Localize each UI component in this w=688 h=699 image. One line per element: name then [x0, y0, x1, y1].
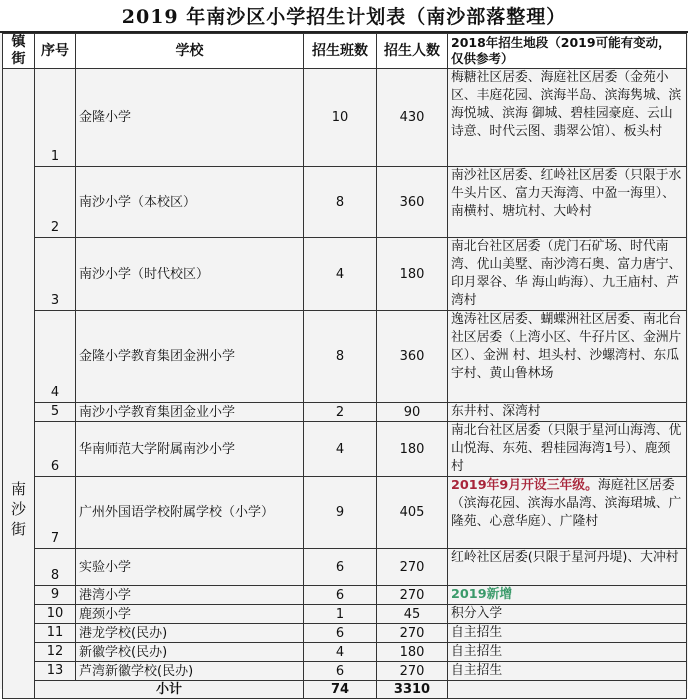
- enrollment-range: 梅糖社区居委、海庭社区居委（金苑小区、丰庭花园、滨海半岛、滨海隽城、滨海悦城、滨海 御城、碧桂园豪庭、云山诗意、时代云图、翡翠公馆）、板头村: [448, 69, 687, 167]
- table-row: [3, 605, 687, 624]
- school-name: 港湾小学: [76, 586, 304, 605]
- enrollment-range: 南北台社区居委（虎门石矿场、时代南湾、优山美墅、南沙湾石奥、富力唐宁、印月翠谷、华 海山屿海）、九王庙村、芦湾村: [448, 238, 687, 311]
- student-count: 405: [377, 477, 448, 549]
- class-count: 4: [304, 643, 377, 662]
- row-no: 1: [35, 69, 76, 167]
- class-count: 8: [304, 167, 377, 238]
- row-no: 2: [35, 167, 76, 238]
- page-title: 2019 年南沙区小学招生计划表（南沙部落整理）: [0, 0, 688, 33]
- student-count: 270: [377, 662, 448, 681]
- class-count: 6: [304, 662, 377, 681]
- subtotal-label: 小计: [35, 681, 304, 699]
- header-row: [3, 34, 687, 69]
- student-count: 90: [377, 403, 448, 422]
- class-count: 8: [304, 311, 377, 403]
- subtotal-range-empty: [448, 681, 687, 699]
- table-row: [3, 69, 687, 167]
- school-name: 南沙小学（本校区）: [76, 167, 304, 238]
- student-count: 360: [377, 311, 448, 403]
- row-no: 12: [35, 643, 76, 662]
- town-cell: [3, 69, 35, 699]
- enrollment-range: 红岭社区居委(只限于星河丹堤)、大冲村: [448, 549, 687, 586]
- class-count: 4: [304, 238, 377, 311]
- new-badge: 2019新增: [448, 586, 687, 605]
- enrollment-range: 积分入学: [448, 605, 687, 624]
- school-name: 港龙学校(民办): [76, 624, 304, 643]
- subtotal-students: 3310: [377, 681, 448, 699]
- header-range: 2018年招生地段（2019可能有变动，仅供参考）: [448, 34, 687, 69]
- header-no: 序号: [35, 34, 76, 69]
- row-no: 5: [35, 403, 76, 422]
- student-count: 270: [377, 549, 448, 586]
- row-no: 13: [35, 662, 76, 681]
- subtotal-classes: 74: [304, 681, 377, 699]
- class-count: 9: [304, 477, 377, 549]
- student-count: 45: [377, 605, 448, 624]
- class-count: 1: [304, 605, 377, 624]
- student-count: 180: [377, 643, 448, 662]
- class-count: 2: [304, 403, 377, 422]
- subtotal-row: [3, 681, 687, 699]
- school-name: 华南师范大学附属南沙小学: [76, 422, 304, 477]
- student-count: 430: [377, 69, 448, 167]
- enrollment-table: [2, 33, 687, 699]
- school-name: 金隆小学: [76, 69, 304, 167]
- row-no: 8: [35, 549, 76, 586]
- school-name: 南沙小学（时代校区）: [76, 238, 304, 311]
- table-row: [3, 167, 687, 238]
- student-count: 360: [377, 167, 448, 238]
- table-row: [3, 643, 687, 662]
- student-count: 270: [377, 586, 448, 605]
- school-name: 实验小学: [76, 549, 304, 586]
- table-row: [3, 422, 687, 477]
- school-name: 南沙小学教育集团金业小学: [76, 403, 304, 422]
- town-label: 南沙街: [10, 479, 26, 538]
- header-students: 招生人数: [377, 34, 448, 69]
- table-row: [3, 662, 687, 681]
- header-classes: 招生班数: [304, 34, 377, 69]
- row-no: 4: [35, 311, 76, 403]
- row-no: 6: [35, 422, 76, 477]
- header-school: 学校: [76, 34, 304, 69]
- student-count: 180: [377, 422, 448, 477]
- row-no: 11: [35, 624, 76, 643]
- class-count: 6: [304, 586, 377, 605]
- school-name: 新徽学校(民办): [76, 643, 304, 662]
- table-row: [3, 311, 687, 403]
- table-row: [3, 477, 687, 549]
- class-count: 6: [304, 549, 377, 586]
- table-row: [3, 238, 687, 311]
- enrollment-range: 南北台社区居委（只限于星河山海湾、优山悦海、东苑、碧桂园海湾1号）、鹿颈村: [448, 422, 687, 477]
- enrollment-range: [448, 477, 687, 549]
- table-row: [3, 586, 687, 605]
- table-row: [3, 549, 687, 586]
- table-row: [3, 403, 687, 422]
- enrollment-range: 自主招生: [448, 643, 687, 662]
- student-count: 270: [377, 624, 448, 643]
- highlight-note: 2019年9月开设三年级。: [451, 478, 598, 493]
- class-count: 4: [304, 422, 377, 477]
- table-row: [3, 624, 687, 643]
- enrollment-range: 东井村、深湾村: [448, 403, 687, 422]
- student-count: 180: [377, 238, 448, 311]
- enrollment-range: 南沙社区居委、红岭社区居委（只限于水牛头片区、富力天海湾、中盈一海里）、南横村、塘坑村、大岭村: [448, 167, 687, 238]
- range-text: 海庭社区居委（滨海花园、滨海水晶湾、滨海珺城、广隆苑、心意华庭）、广隆村: [451, 478, 682, 529]
- row-no: 10: [35, 605, 76, 624]
- row-no: 3: [35, 238, 76, 311]
- header-town: 镇街: [3, 34, 35, 69]
- school-name: 金隆小学教育集团金洲小学: [76, 311, 304, 403]
- enrollment-range: 逸涛社区居委、蝴蝶洲社区居委、南北台社区居委（上湾小区、牛孖片区、金洲片区）、金洲 村、坦头村、沙螺湾村、东瓜宇村、黄山鲁林场: [448, 311, 687, 403]
- row-no: 9: [35, 586, 76, 605]
- school-name: 广州外国语学校附属学校（小学）: [76, 477, 304, 549]
- class-count: 6: [304, 624, 377, 643]
- school-name: 鹿颈小学: [76, 605, 304, 624]
- class-count: 10: [304, 69, 377, 167]
- enrollment-range: 自主招生: [448, 662, 687, 681]
- school-name: 芦湾新徽学校(民办): [76, 662, 304, 681]
- row-no: 7: [35, 477, 76, 549]
- enrollment-range: 自主招生: [448, 624, 687, 643]
